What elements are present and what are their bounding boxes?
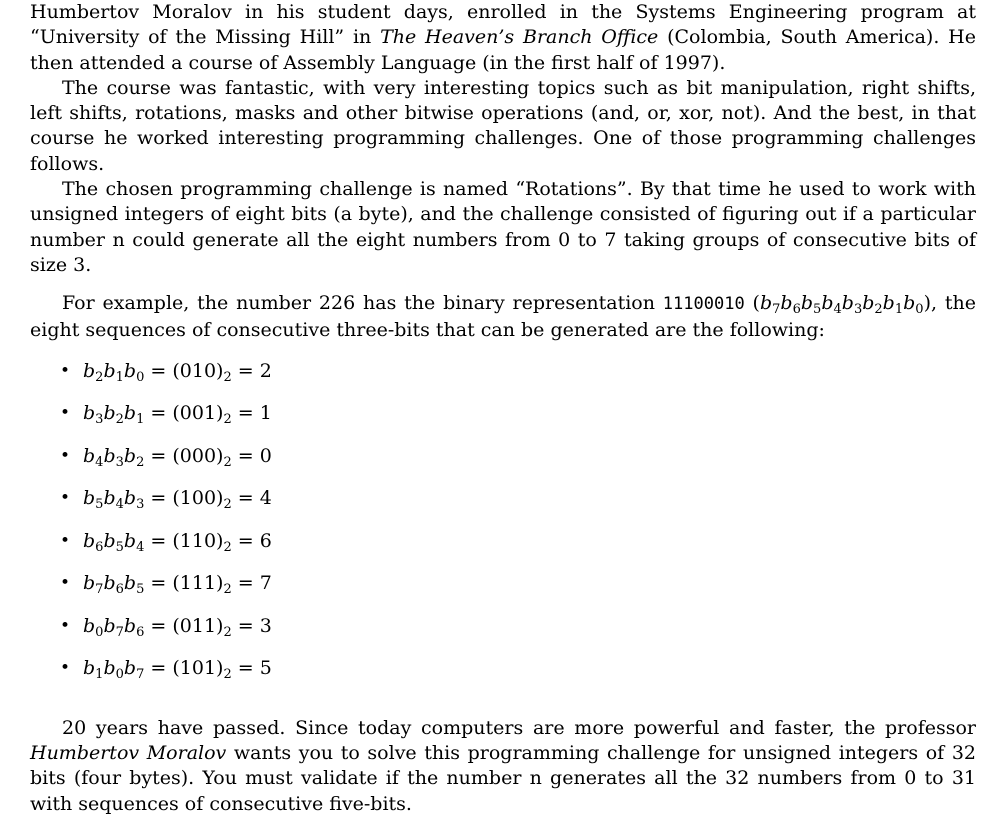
bullet-icon: • [60, 403, 71, 424]
bit-variable: $b_7$ [103, 614, 124, 640]
bit-variable: $b_6$ [83, 529, 104, 555]
list-item [30, 486, 976, 529]
intro-text-start: Humbertov Moralov in his student days, enrolled in the Systems Engineering program at “University of the Missing Hill” in [30, 1, 976, 49]
example-paragraph [30, 291, 976, 343]
bit-variable: $b_5$ [800, 292, 822, 318]
sequence-bits: 010 [179, 359, 217, 382]
bit-variable: $b_1$ [123, 402, 145, 428]
sequence-value: 3 [259, 614, 272, 637]
intro-text-end: (Colombia, South America). He then attended a course of Assembly Language (in the first half of 1997). [30, 26, 976, 74]
bit-variable: $b_7$ [759, 292, 781, 318]
sequence-expression: $b_0b_7b_6 = (011)_2 = 3$ [83, 614, 272, 640]
bit-variable: $b_2$ [83, 359, 104, 385]
sequence-value: 6 [259, 529, 272, 552]
sequence-expression: $b_7b_6b_5 = (111)_2 = 7$ [83, 572, 272, 598]
outro-text-start: 20 years have passed. Since today computers are more powerful and faster, the professor [62, 716, 976, 739]
challenge-paragraph: The chosen programming challenge is named “Rotations”. By that time he used to work with unsigned integers of eight bits (a byte), and the challenge consisted of figuring out if a particular number n could generate all the eight numbers from 0 to 7 taking groups of consecutive bits of size 3. [30, 178, 976, 276]
bit-variable: $b_2$ [862, 292, 883, 318]
sequence-value: 7 [259, 572, 272, 595]
sequence-expression: $b_6b_5b_4 = (110)_2 = 6$ [83, 529, 272, 555]
sequence-bits: 000 [179, 444, 217, 467]
bit-variable: $b_3$ [83, 402, 104, 428]
example-text-start: For example, the number 226 has the binary representation [62, 292, 663, 315]
bit-variable: $b_3$ [123, 487, 145, 513]
list-item [30, 529, 976, 572]
sequence-value: 0 [259, 444, 272, 467]
sequence-expression: $b_5b_4b_3 = (100)_2 = 4$ [83, 487, 272, 513]
list-item [30, 401, 976, 444]
sequence-bits: 111 [179, 572, 217, 595]
bit-variable: $b_4$ [83, 444, 104, 470]
list-item [30, 656, 976, 699]
sequence-value: 5 [259, 657, 272, 680]
bit-variable: $b_5$ [123, 572, 145, 598]
bit-variable: $b_1$ [83, 657, 104, 683]
bit-variable: $b_1$ [882, 292, 904, 318]
bit-variable: $b_7$ [123, 657, 145, 683]
professor-name: Humbertov Moralov [30, 742, 227, 765]
intro-paragraph [30, 0, 976, 76]
sequence-bits: 001 [179, 402, 217, 425]
book-title: The Heaven’s Branch Office [380, 26, 659, 49]
sequence-value: 1 [259, 402, 272, 425]
outro-text-end: wants you to solve this programming challenge for unsigned integers of 32 bits (four bytes). You must validate if the number n generates all the 32 numbers from 0 to 31 with sequences of consecutive five-bits. [30, 742, 977, 815]
sequence-value: 4 [259, 487, 272, 510]
bit-order-expression: $(b_7b_6b_5b_4b_3b_2b_1b_0)$ [752, 292, 931, 318]
list-item [30, 444, 976, 487]
sequence-bits: 101 [179, 657, 217, 680]
list-item [30, 359, 976, 402]
bit-variable: $b_5$ [103, 529, 124, 555]
sequence-expression: $b_2b_1b_0 = (010)_2 = 2$ [83, 359, 272, 385]
outro-paragraph [30, 716, 976, 817]
sequence-bits: 110 [179, 529, 217, 552]
bit-variable: $b_0$ [103, 657, 124, 683]
bit-variable: $b_1$ [103, 359, 124, 385]
bullet-icon: • [60, 573, 71, 594]
example-text-end: , the eight sequences of consecutive three-bits that can be generated are the following: [30, 292, 976, 341]
sequence-bits: 011 [179, 614, 217, 637]
list-item [30, 571, 976, 614]
bit-variable: $b_2$ [103, 402, 124, 428]
bullet-icon: • [60, 658, 71, 679]
bit-variable: $b_4$ [821, 292, 842, 318]
bit-variable: $b_0$ [83, 614, 104, 640]
bit-variable: $b_0$ [123, 359, 145, 385]
sequence-value: 2 [259, 359, 272, 382]
sequence-bits: 100 [179, 487, 217, 510]
sequence-expression: $b_4b_3b_2 = (000)_2 = 0$ [83, 444, 272, 470]
bit-variable: $b_7$ [83, 572, 104, 598]
sequence-expression: $b_1b_0b_7 = (101)_2 = 5$ [83, 657, 272, 683]
bit-variable: $b_5$ [83, 487, 104, 513]
bit-variable: $b_2$ [123, 444, 145, 470]
binary-representation: 11100010 [662, 294, 745, 315]
bit-variable: $b_3$ [841, 292, 863, 318]
bit-variable: $b_3$ [103, 444, 124, 470]
bit-variable: $b_6$ [103, 572, 124, 598]
sequence-list [30, 359, 976, 699]
bit-variable: $b_6$ [780, 292, 801, 318]
bit-variable: $b_6$ [123, 614, 145, 640]
bullet-icon: • [60, 530, 71, 551]
list-item [30, 614, 976, 657]
bullet-icon: • [60, 615, 71, 636]
course-paragraph: The course was fantastic, with very interesting topics such as bit manipulation, right shifts, left shifts, rotations, masks and other bitwise operations (and, or, xor, not). And the best, in that course he worked interesting programming challenges. One of those programming challenges follows. [30, 76, 976, 175]
bullet-icon: • [60, 488, 71, 509]
sequence-expression: $b_3b_2b_1 = (001)_2 = 1$ [83, 402, 272, 428]
bullet-icon: • [60, 445, 71, 466]
bit-variable: $b_4$ [103, 487, 124, 513]
bit-variable: $b_0$ [903, 292, 924, 318]
bullet-icon: • [60, 360, 71, 381]
bit-variable: $b_4$ [123, 529, 145, 555]
